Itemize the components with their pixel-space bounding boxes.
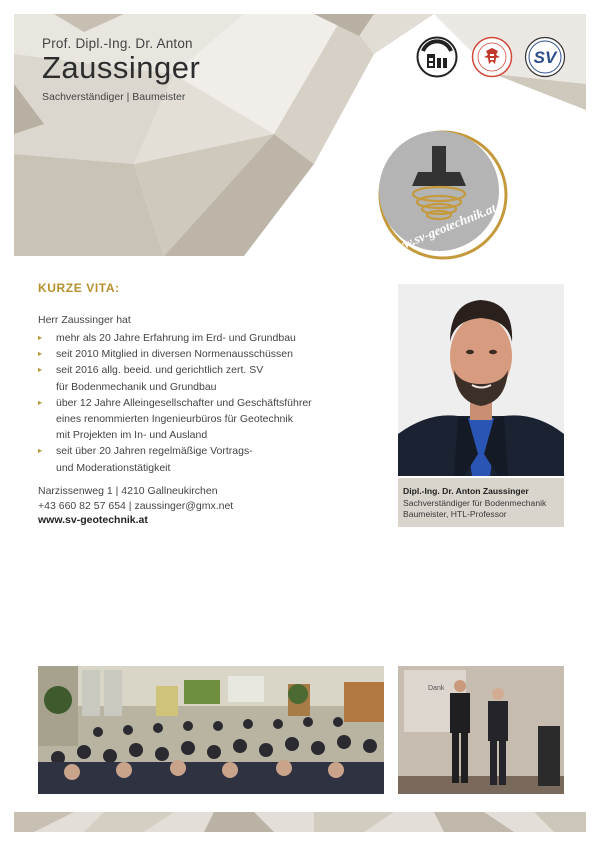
caption-line-2: Baumeister, HTL-Professor (403, 509, 507, 519)
vita-item-line: eines renommierten Ingenieurbüros für Geotechnik (56, 413, 293, 426)
bullet-arrow-icon: ▸ (38, 397, 43, 407)
vita-item-line: seit 2010 Mitglied in diversen Normenausschüssen (56, 348, 293, 361)
vita-list-item (38, 362, 358, 394)
vita-item-line: für Bodenmechanik und Grundbau (56, 380, 217, 393)
vita-item-line: über 12 Jahre Alleingesellschafter und Geschäftsführer (56, 396, 312, 409)
sv-logo-icon (524, 36, 566, 78)
vita-list-item (38, 330, 358, 346)
screen-text: Dank (428, 685, 445, 692)
vita-item-line: seit 2016 allg. beeid. und gerichtlich zert. SV (56, 364, 264, 377)
bullet-arrow-icon: ▸ (38, 349, 43, 359)
baumeister-logo-icon (416, 36, 458, 78)
profession-subtitle: Sachverständiger | Baumeister (42, 91, 186, 103)
vita-item-line: mehr als 20 Jahre Erfahrung im Erd- und Grundbau (56, 332, 296, 344)
portrait-caption (398, 478, 564, 527)
contact-address: Narzissenweg 1 | 4210 Gallneukirchen (38, 485, 218, 497)
vita-list-item (38, 346, 358, 362)
austrian-eagle-seal-icon (471, 36, 513, 78)
vita-item-line: und Moderationstätigkeit (56, 461, 171, 474)
vita-item-line: mit Projekten im In- und Ausland (56, 429, 208, 442)
vita-list-item (38, 443, 358, 475)
caption-line-1: Sachverständiger für Bodenmechanik (403, 497, 547, 508)
event-audience-photo (38, 666, 384, 794)
vita-list-item (38, 395, 358, 444)
contact-phone-email: +43 660 82 57 654 | zaussinger@gmx.net (38, 499, 234, 512)
portrait-photo (398, 284, 564, 476)
header-name-block (42, 36, 200, 103)
vita-intro: Herr Zaussinger hat (38, 314, 131, 326)
bullet-arrow-icon: ▸ (38, 365, 43, 375)
geotechnik-logo-text: www.sv-geotechnik.at (384, 200, 498, 258)
svg-text:SV: SV (533, 48, 557, 67)
surname-heading: Zaussinger (42, 50, 201, 85)
caption-name: Dipl.-Ing. Dr. Anton Zaussinger (403, 486, 529, 496)
vita-list (38, 330, 358, 476)
certification-logos (416, 36, 568, 80)
contact-block (38, 484, 233, 528)
bullet-arrow-icon: ▸ (38, 333, 43, 342)
footer-background (14, 812, 586, 832)
vita-item-line: seit über 20 Jahren regelmäßige Vortrags- (56, 445, 253, 458)
presentation-stage-photo (398, 666, 564, 794)
geotechnik-logo (376, 128, 510, 262)
vita-heading: KURZE VITA: (38, 281, 120, 295)
title-prefix: Prof. Dipl.-Ing. Dr. Anton (42, 36, 193, 51)
bullet-arrow-icon: ▸ (38, 446, 43, 456)
contact-website-link[interactable]: www.sv-geotechnik.at (38, 514, 148, 527)
